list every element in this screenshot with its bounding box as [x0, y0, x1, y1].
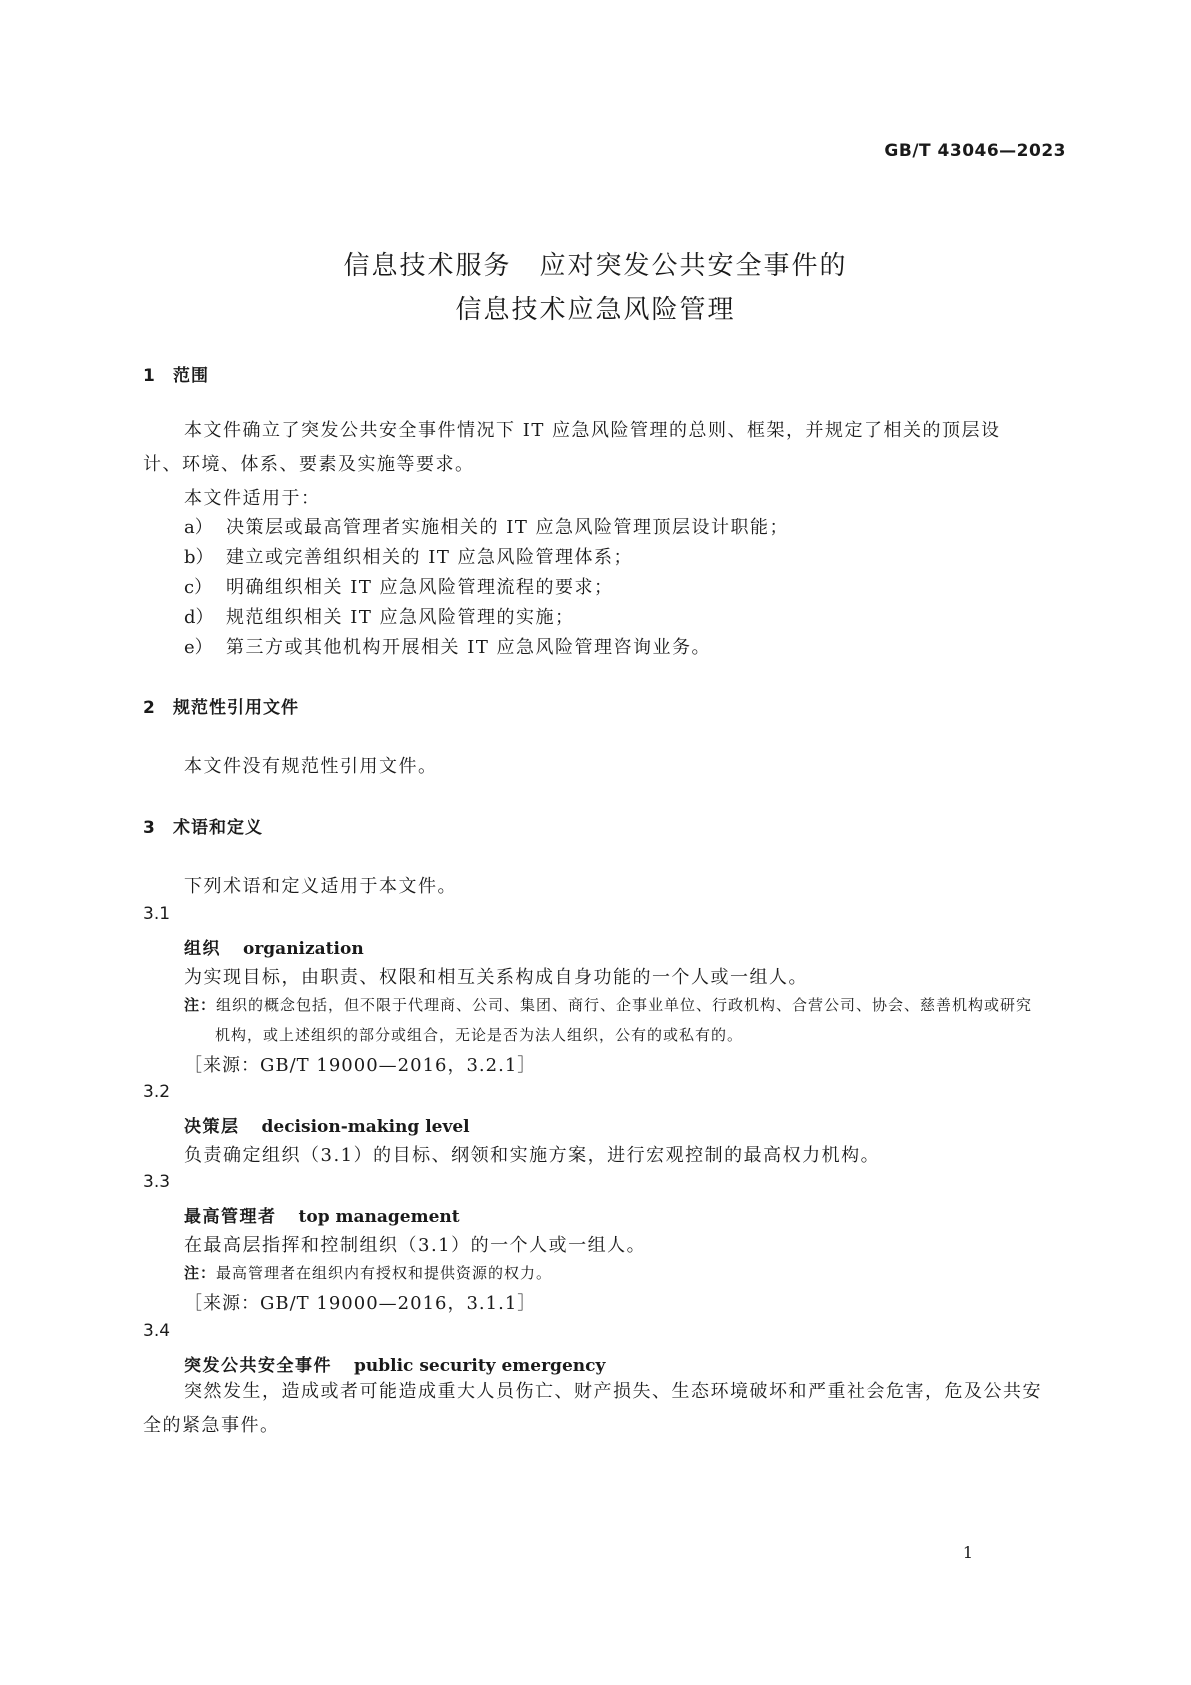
scope-paragraph: [143, 414, 1068, 482]
term-en: organization: [243, 939, 364, 959]
term-definition: 为实现目标，由职责、权限和相互关系构成自身功能的一个人或一组人。: [184, 967, 808, 988]
paragraph-line: 本文件确立了突发公共安全事件情况下 IT 应急风险管理的总则、框架，并规定了相关的顶层设: [184, 420, 1001, 441]
term-definition: [143, 1375, 1068, 1443]
section-number: 2: [143, 698, 156, 718]
page-number: 1: [962, 1543, 973, 1562]
list-marker: b）: [184, 547, 214, 568]
term-zh: 突发公共安全事件: [184, 1356, 332, 1376]
list-item: [184, 633, 711, 659]
section-1-heading: [143, 361, 209, 386]
note-text: 机构，或上述组织的部分或组合，无论是否为法人组织，公有的或私有的。: [215, 1026, 744, 1044]
term-zh: 组织: [184, 939, 221, 959]
term-en: top management: [298, 1207, 460, 1227]
term-definition: 负责确定组织（3.1）的目标、纲领和实施方案，进行宏观控制的最高权力机构。: [184, 1145, 881, 1166]
list-text: 建立或完善组织相关的 IT 应急风险管理体系；: [226, 547, 634, 568]
note-text: 最高管理者在组织内有授权和提供资源的权力。: [216, 1264, 553, 1282]
term-heading: [184, 934, 364, 959]
paragraph-line: 全的紧急事件。: [143, 1415, 280, 1436]
term-note: [184, 990, 1032, 1050]
applicability-intro: 本文件适用于：: [184, 488, 321, 509]
term-number: 3.4: [143, 1321, 171, 1341]
list-marker: e）: [184, 637, 213, 658]
title-line-2: 信息技术应急风险管理: [455, 295, 736, 325]
section-title: 范围: [173, 366, 209, 386]
section-number: 3: [143, 818, 156, 838]
normative-references-text: 本文件没有规范性引用文件。: [184, 756, 438, 777]
standard-code: GB/T 43046—2023: [884, 141, 1066, 161]
terms-intro: 下列术语和定义适用于本文件。: [184, 876, 457, 897]
section-3-heading: [143, 813, 263, 838]
term-heading: [184, 1351, 605, 1376]
list-marker: a）: [184, 517, 213, 538]
term-en: public security emergency: [354, 1356, 606, 1376]
term-number: 3.1: [143, 904, 171, 924]
list-text: 第三方或其他机构开展相关 IT 应急风险管理咨询业务。: [226, 637, 712, 658]
term-en: decision-making level: [261, 1117, 470, 1137]
section-number: 1: [143, 366, 156, 386]
list-item: [184, 543, 633, 569]
list-item: [184, 573, 614, 599]
list-item: [184, 513, 789, 539]
title-line-1: 信息技术服务 应对突发公共安全事件的: [343, 251, 848, 281]
term-number: 3.3: [143, 1172, 171, 1192]
term-zh: 决策层: [184, 1117, 240, 1137]
term-note: [184, 1258, 552, 1288]
term-definition: 在最高层指挥和控制组织（3.1）的一个人或一组人。: [184, 1235, 647, 1256]
section-title: 术语和定义: [173, 818, 263, 838]
section-title: 规范性引用文件: [173, 698, 299, 718]
section-2-heading: [143, 693, 299, 718]
note-label: 注：: [184, 1264, 217, 1282]
paragraph-line: 突然发生，造成或者可能造成重大人员伤亡、财产损失、生态环境破坏和严重社会危害，危及公共安: [184, 1381, 1042, 1402]
list-marker: d）: [184, 607, 214, 628]
list-text: 明确组织相关 IT 应急风险管理流程的要求；: [226, 577, 614, 598]
term-source: ［来源：GB/T 19000—2016，3.1.1］: [184, 1293, 537, 1314]
note-text: 组织的概念包括，但不限于代理商、公司、集团、商行、企事业单位、行政机构、合营公司、协会、慈善机构或研究: [216, 996, 1033, 1014]
term-number: 3.2: [143, 1082, 171, 1102]
list-item: [184, 603, 575, 629]
list-text: 决策层或最高管理者实施相关的 IT 应急风险管理顶层设计职能；: [226, 517, 790, 538]
term-heading: [184, 1112, 470, 1137]
term-source: ［来源：GB/T 19000—2016，3.2.1］: [184, 1055, 537, 1076]
list-text: 规范组织相关 IT 应急风险管理的实施；: [226, 607, 575, 628]
term-heading: [184, 1202, 460, 1227]
note-label: 注：: [184, 996, 217, 1014]
term-zh: 最高管理者: [184, 1207, 277, 1227]
list-marker: c）: [184, 577, 213, 598]
document-title: [0, 244, 1191, 332]
paragraph-line: 计、环境、体系、要素及实施等要求。: [143, 454, 475, 475]
